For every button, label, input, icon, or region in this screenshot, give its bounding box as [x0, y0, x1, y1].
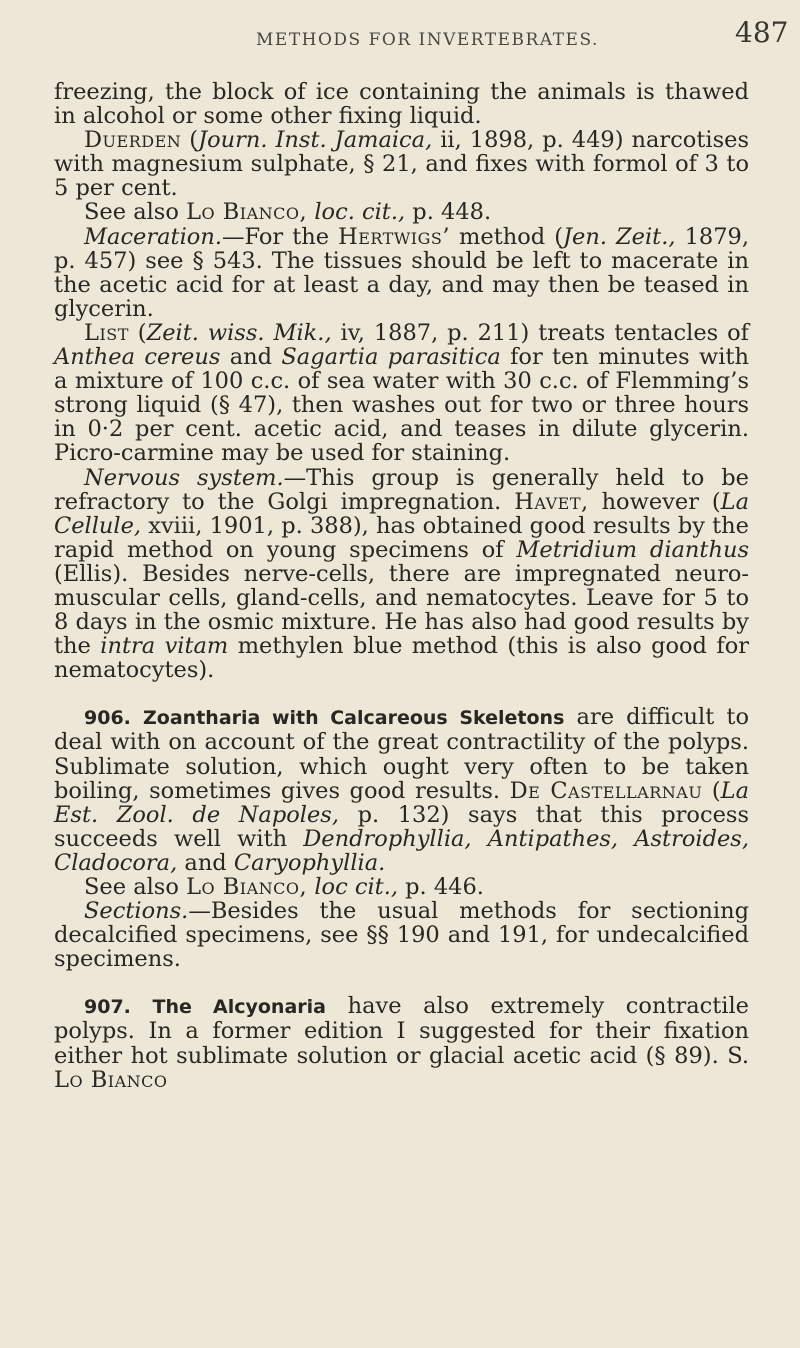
paragraph-duerden: Duerden (Journ. Inst. Jamaica, ii, 1898, p. 449) narcotises with magnesium sulphate, § 21, and fixes with formol of 3 to 5 per cent.	[54, 127, 749, 202]
section-number: 906.	[84, 707, 131, 730]
section-title: Zoantharia with Calcareous Skeletons	[143, 707, 565, 730]
body-text	[54, 80, 749, 1092]
paragraph-see-also-lo-bianco-446: See also Lo Bianco, loc cit., p. 446.	[84, 874, 484, 900]
paragraph-list: List (Zeit. wiss. Mik., iv, 1887, p. 211) treats tentacles of Anthea cereus and Sagartia parasitica for ten minutes with a mixture of 100 c.c. of sea water with 30 c.c. of Flemming’s strong liquid (§ 47), then washes out for two or three hours in 0·2 per cent. acetic acid, and teases in dilute glycerin. Picro-carmine may be used for staining.	[54, 319, 749, 467]
paragraph-maceration: Maceration.—For the Hertwigs’ method (Jen. Zeit., 1879, p. 457) see § 543. The tissues should be left to macerate in the acetic acid for at least a day, and may then be teased in glycerin.	[54, 223, 749, 322]
section-number: 907.	[84, 996, 131, 1019]
page-header	[0, 6, 800, 66]
section-title: The Alcyonaria	[152, 996, 326, 1019]
paragraph-sections: Sections.—Besides the usual methods for sectioning decalcified specimens, see §§ 190 and 191, for undecalcified specimens.	[54, 898, 749, 973]
paragraph-see-also-lo-bianco-448: See also Lo Bianco, loc. cit., p. 448.	[84, 199, 492, 226]
section-907: 907. The Alcyonaria have also extremely contractile polyps. In a former edition I suggested for their fixation either hot sublimate solution or glacial acetic acid (§ 89). S. Lo Bianco	[54, 993, 749, 1093]
section-906: 906. Zoantharia with Calcareous Skeletons are difficult to deal with on account of the great contractility of the polyps. Sublimate solution, which ought very often to be taken boiling, sometimes gives good results. De Castellarnau (La Est. Zool. de Napoles, p. 132) says that this process succeeds well with Dendrophyllia, Antipathes, Astroides, Cladocora, and Caryophyllia.	[54, 704, 750, 876]
page-number: 487	[735, 16, 789, 49]
paragraph-nervous-system: Nervous system.—This group is generally held to be refractory to the Golgi impregnation. Havet, however (La Cellule, xviii, 1901, p. 388), has obtained good results by the rapid method on young specimens of Metridium dianthus (Ellis). Besides nerve-cells, there are impregnated neuro-muscular cells, gland-cells, and nematocytes. Leave for 5 to 8 days in the osmic mixture. He has also had good results by the intra vitam methylen blue method (this is also good for nematocytes).	[54, 464, 749, 684]
running-head: METHODS FOR INVERTEBRATES.	[256, 30, 599, 50]
paragraph-freezing: freezing, the block of ice containing the animals is thawed in alcohol or some other fixing liquid.	[54, 79, 749, 130]
